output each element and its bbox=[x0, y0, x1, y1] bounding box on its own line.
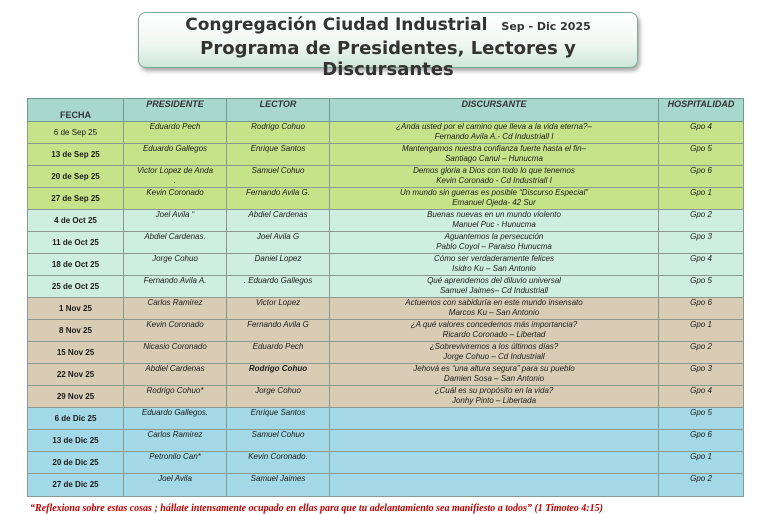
hospitality-cell: Gpo 2 bbox=[659, 342, 744, 364]
talk-title: Jehová es “una altura segura” para su pueblo bbox=[413, 364, 575, 373]
speaker-name: Pablo Coyol – Paraiso Hunucma bbox=[436, 242, 552, 251]
talk-title: ¿Anda usted por el camino que lleva a la vida eterna?– bbox=[396, 122, 592, 131]
date-cell: 13 de Dic 25 bbox=[28, 430, 124, 452]
table-row bbox=[28, 232, 744, 254]
title-line-1 bbox=[139, 15, 637, 35]
congregation-name: Congregación Ciudad Industrial bbox=[185, 15, 488, 35]
table-row bbox=[28, 364, 744, 386]
reader-cell: Rodrigo Cohuo bbox=[227, 122, 330, 144]
hospitality-cell: Gpo 6 bbox=[659, 298, 744, 320]
speaker-name: Manuel Puc - Hunucma bbox=[452, 220, 536, 229]
date-cell: 4 de Oct 25 bbox=[28, 210, 124, 232]
president-cell: Eduardo Pech bbox=[124, 122, 227, 144]
hospitality-cell: Gpo 1 bbox=[659, 320, 744, 342]
program-table bbox=[27, 98, 744, 497]
speaker-name: Marcos Ku – San Antonio bbox=[448, 308, 540, 317]
speaker-cell bbox=[330, 430, 659, 452]
president-cell: Abdiel Cardenas bbox=[124, 364, 227, 386]
reader-cell: Eduardo Pech bbox=[227, 342, 330, 364]
table-row bbox=[28, 122, 744, 144]
president-cell: Carlos Ramirez bbox=[124, 298, 227, 320]
table-row bbox=[28, 430, 744, 452]
speaker-cell bbox=[330, 276, 659, 298]
program-title: Programa de Presidentes, Lectores y Discursantes bbox=[200, 38, 576, 80]
hospitality-cell: Gpo 3 bbox=[659, 232, 744, 254]
speaker-name: Ricardo Coronado – Libertad bbox=[442, 330, 546, 339]
date-cell: 20 de Sep 25 bbox=[28, 166, 124, 188]
table-row bbox=[28, 386, 744, 408]
table-row bbox=[28, 254, 744, 276]
speaker-cell bbox=[330, 166, 659, 188]
date-cell: 25 de Oct 25 bbox=[28, 276, 124, 298]
speaker-name: Jorge Cohuo – Cd Industriall bbox=[443, 352, 545, 361]
reader-cell: Abdiel Cardenas bbox=[227, 210, 330, 232]
speaker-cell bbox=[330, 122, 659, 144]
speaker-name: Isidro Ku – San Antonio bbox=[452, 264, 536, 273]
date-cell: 20 de Dic 25 bbox=[28, 452, 124, 474]
talk-title: ¿Cuál es su propósito en la vida? bbox=[434, 386, 554, 395]
reader-cell: Fernando Avila G bbox=[227, 320, 330, 342]
speaker-cell bbox=[330, 298, 659, 320]
hospitality-cell: Gpo 4 bbox=[659, 122, 744, 144]
talk-title: Aguantemos la persecución bbox=[444, 232, 544, 241]
speaker-cell bbox=[330, 254, 659, 276]
president-cell: Joel Avila bbox=[124, 474, 227, 497]
president-cell: Nicasio Coronado bbox=[124, 342, 227, 364]
title-banner bbox=[138, 12, 638, 80]
president-name: Victor Lopez de Anda bbox=[136, 166, 214, 175]
talk-title: Mantengamos nuestra confianza fuerte hasta el fin– bbox=[401, 144, 587, 153]
president-cell: Joel Avila “ bbox=[124, 210, 227, 232]
hospitality-cell: Gpo 3 bbox=[659, 364, 744, 386]
talk-title: Demos gloria a Dios con todo lo que tenemos bbox=[413, 166, 575, 175]
speaker-name: Santiago Canul – Hunucma bbox=[445, 154, 543, 163]
date-cell: 18 de Oct 25 bbox=[28, 254, 124, 276]
speaker-cell bbox=[330, 320, 659, 342]
hospitality-cell: Gpo 5 bbox=[659, 144, 744, 166]
table-row bbox=[28, 408, 744, 430]
reader-cell: Fernando Avila G. bbox=[227, 188, 330, 210]
president-cell: Eduardo Gallegos. bbox=[124, 408, 227, 430]
speaker-cell bbox=[330, 386, 659, 408]
date-cell: 13 de Sep 25 bbox=[28, 144, 124, 166]
speaker-cell bbox=[330, 210, 659, 232]
hospitality-cell: Gpo 2 bbox=[659, 210, 744, 232]
table-header-row bbox=[28, 99, 744, 122]
hospitality-cell: Gpo 1 bbox=[659, 188, 744, 210]
date-cell: 6 de Sep 25 bbox=[28, 122, 124, 144]
talk-title: Actuemos con sabiduría en este mundo insensato bbox=[405, 298, 583, 307]
president-cell: Jorge Cohuo bbox=[124, 254, 227, 276]
reader-cell: Jorge Cohuo bbox=[227, 386, 330, 408]
table-row bbox=[28, 298, 744, 320]
hospitality-cell: Gpo 5 bbox=[659, 408, 744, 430]
speaker-cell bbox=[330, 144, 659, 166]
table-row bbox=[28, 144, 744, 166]
column-header-hospitalidad: HOSPITALIDAD bbox=[659, 99, 744, 122]
talk-title: ¿Sobreviviremos a los últimos días? bbox=[429, 342, 559, 351]
hospitality-cell: Gpo 1 bbox=[659, 452, 744, 474]
column-header-lector: LECTOR bbox=[227, 99, 330, 122]
hospitality-cell: Gpo 4 bbox=[659, 386, 744, 408]
reader-cell: Rodrigo Cohuo bbox=[227, 364, 330, 386]
talk-title: ¿A qué valores concedemos más importancia? bbox=[410, 320, 578, 329]
speaker-cell bbox=[330, 342, 659, 364]
column-header-fecha: FECHA bbox=[28, 99, 124, 122]
table-row bbox=[28, 320, 744, 342]
reader-cell: Enrique Santos bbox=[227, 408, 330, 430]
footer-verse: “Reflexiona sobre estas cosas ; hállate intensamente ocupado en ellas para que tu adelantamiento sea manifiesto a todos” (1 Timoteo 4:15) bbox=[30, 503, 603, 514]
speaker-cell bbox=[330, 408, 659, 430]
speaker-name: Damien Sosa – San Antonio bbox=[443, 374, 545, 383]
speaker-cell bbox=[330, 188, 659, 210]
talk-title: Cómo ser verdaderamente felices bbox=[433, 254, 555, 263]
president-cell: Kevin Coronado bbox=[124, 320, 227, 342]
date-cell: 22 Nov 25 bbox=[28, 364, 124, 386]
reader-cell: Victor Lopez bbox=[227, 298, 330, 320]
speaker-name: Fernando Avila A.- Cd Industriall I bbox=[434, 132, 554, 141]
president-cell: Abdiel Cardenas. bbox=[124, 232, 227, 254]
date-range: Sep - Dic 2025 bbox=[501, 20, 591, 33]
reader-cell: Samuel Jaimes bbox=[227, 474, 330, 497]
reader-cell: Samuel Cohuo bbox=[227, 430, 330, 452]
reader-cell: . Eduardo Gallegos bbox=[227, 276, 330, 298]
president-cell: Kevin Coronado bbox=[124, 188, 227, 210]
speaker-cell bbox=[330, 452, 659, 474]
hospitality-cell: Gpo 4 bbox=[659, 254, 744, 276]
table-row bbox=[28, 188, 744, 210]
date-cell: 8 Nov 25 bbox=[28, 320, 124, 342]
column-header-presidente: PRESIDENTE bbox=[124, 99, 227, 122]
date-cell: 6 de Dic 25 bbox=[28, 408, 124, 430]
table-row bbox=[28, 210, 744, 232]
reader-cell: Kevin Coronado. bbox=[227, 452, 330, 474]
speaker-name: Kevin Coronado - Cd Industriall I bbox=[436, 176, 552, 185]
president-cell: Petronilo Can* bbox=[124, 452, 227, 474]
talk-title: Un mundo sin guerras es posible “Discurso Especial” bbox=[399, 188, 589, 197]
reader-cell: Daniel Lopez bbox=[227, 254, 330, 276]
date-cell: 29 Nov 25 bbox=[28, 386, 124, 408]
date-cell: 27 de Sep 25 bbox=[28, 188, 124, 210]
speaker-name: Samuel Jaimes– Cd Industriall bbox=[439, 286, 549, 295]
table-row bbox=[28, 166, 744, 188]
hospitality-cell: Gpo 5 bbox=[659, 276, 744, 298]
table-row bbox=[28, 452, 744, 474]
president-cell: Carlos Ramirez bbox=[124, 430, 227, 452]
hospitality-cell: Gpo 6 bbox=[659, 430, 744, 452]
president-cell bbox=[124, 166, 227, 188]
talk-title: Qué aprendemos del diluvio universal bbox=[427, 276, 561, 285]
president-mark: . bbox=[173, 176, 177, 185]
reader-cell: Samuel Cohuo bbox=[227, 166, 330, 188]
president-cell: Fernando Avila A. bbox=[124, 276, 227, 298]
table-row bbox=[28, 276, 744, 298]
date-cell: 1 Nov 25 bbox=[28, 298, 124, 320]
date-cell: 15 Nov 25 bbox=[28, 342, 124, 364]
reader-cell: Enrique Santos bbox=[227, 144, 330, 166]
speaker-cell bbox=[330, 474, 659, 497]
speaker-cell bbox=[330, 364, 659, 386]
president-cell: Eduardo Gallegos bbox=[124, 144, 227, 166]
table-row bbox=[28, 342, 744, 364]
date-cell: 27 de Dic 25 bbox=[28, 474, 124, 497]
speaker-name: Jonhy Pinto – Libertada bbox=[451, 396, 537, 405]
speaker-cell bbox=[330, 232, 659, 254]
hospitality-cell: Gpo 6 bbox=[659, 166, 744, 188]
president-cell: Rodrigo Cohuo* bbox=[124, 386, 227, 408]
hospitality-cell: Gpo 2 bbox=[659, 474, 744, 497]
date-cell: 11 de Oct 25 bbox=[28, 232, 124, 254]
speaker-name: Emanuel Ojeda- 42 Sur bbox=[452, 198, 536, 207]
reader-cell: Joel Avila G bbox=[227, 232, 330, 254]
column-header-discursante: DISCURSANTE bbox=[330, 99, 659, 122]
talk-title: Buenas nuevas en un mundo violento bbox=[427, 210, 561, 219]
table-row bbox=[28, 474, 744, 497]
